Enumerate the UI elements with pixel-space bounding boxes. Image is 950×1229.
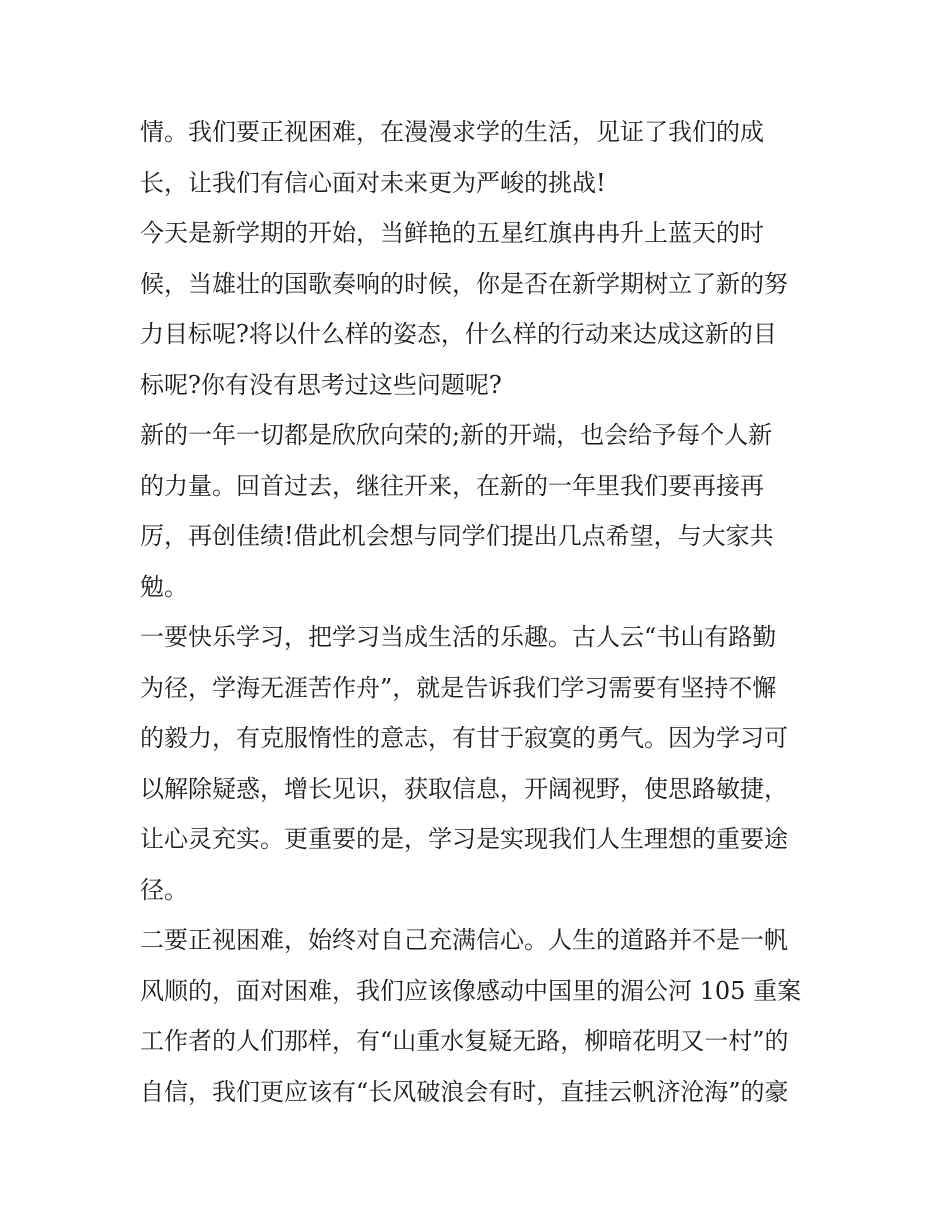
text-line: 一要快乐学习，把学习当成生活的乐趣。古人云“书山有路勤 <box>140 623 777 651</box>
text-line: 的力量。回首过去，继往开来，在新的一年里我们要再接再 <box>140 471 764 500</box>
text-line: 今天是新学期的开始，当鲜艳的五星红旗冉冉升上蓝天的时 <box>140 219 764 247</box>
text-line: 风顺的，面对困难，我们应该像感动中国里的湄公河 105 重案 <box>140 976 802 1005</box>
text-line: 情。我们要正视困难，在漫漫求学的生活，见证了我们的成 <box>140 118 764 146</box>
text-line: 以解除疑惑，增长见识，获取信息，开阔视野，使思路敏捷， <box>140 774 788 803</box>
text-line: 的毅力，有克服惰性的意志，有甘于寂寞的勇气。因为学习可 <box>140 724 788 752</box>
text-line: 厉，再创佳绩!借此机会想与同学们提出几点希望，与大家共 <box>140 522 774 550</box>
text-line: 为径，学海无涯苦作舟”，就是告诉我们学习需要有坚持不懈 <box>140 673 777 702</box>
text-line: 勉。 <box>140 572 188 601</box>
text-line: 长，让我们有信心面对未来更为严峻的挑战! <box>140 168 606 197</box>
text-line: 候，当雄壮的国歌奏响的时候，你是否在新学期树立了新的努 <box>140 269 788 298</box>
text-line: 新的一年一切都是欣欣向荣的;新的开端，也会给予每个人新 <box>140 421 773 449</box>
text-line: 自信，我们更应该有“长风破浪会有时，直挂云帆济沧海”的豪 <box>140 1077 789 1106</box>
text-line: 标呢?你有没有思考过这些问题呢? <box>140 370 502 399</box>
text-line: 让心灵充实。更重要的是，学习是实现我们人生理想的重要途 <box>140 825 788 853</box>
text-line: 工作者的人们那样，有“山重水复疑无路，柳暗花明又一村”的 <box>140 1027 789 1055</box>
text-line: 径。 <box>140 875 188 904</box>
text-line: 力目标呢?将以什么样的姿态，什么样的行动来达成这新的目 <box>140 320 777 348</box>
document-body <box>140 107 820 1117</box>
text-line: 二要正视困难，始终对自己充满信心。人生的道路并不是一帆 <box>140 926 788 954</box>
